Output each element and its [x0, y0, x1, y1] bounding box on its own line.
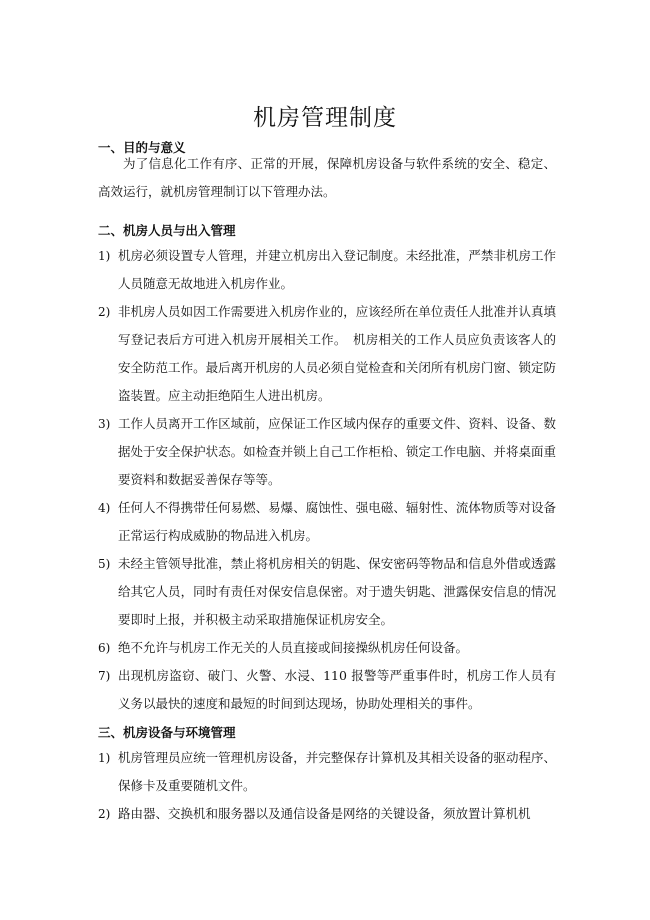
section-paragraph-purpose: 为了信息化工作有序、正常的开展，保障机房设备与软件系统的安全、稳定、高效运行，就机房管理制订以下管理办法。	[98, 156, 556, 199]
list-item-text: 任何人不得携带任何易燃、易爆、腐蚀性、强电磁、辐射性、流体物质等对设备正常运行构成威胁的物品进入机房。	[118, 500, 556, 543]
list-item-text: 未经主管领导批准，禁止将机房相关的钥匙、保安密码等物品和信息外借或透露给其它人员，同时有责任对保安信息保密。对于遗失钥匙、泄露保安信息的情况要即时上报，并积极主动采取措施保证机房安全。	[118, 556, 556, 627]
document-title: 机房管理制度	[253, 105, 397, 132]
list-item-text: 绝不允许与机房工作无关的人员直接或间接操纵机房任何设备。	[118, 640, 469, 655]
equipment-rules-list	[98, 744, 556, 828]
list-item	[98, 662, 556, 718]
list-item-number: 2)	[98, 305, 111, 319]
personnel-rules-list	[98, 242, 556, 718]
list-item-number: 6)	[98, 641, 111, 655]
section-heading-purpose: 一、目的与意义	[98, 140, 186, 155]
list-item	[98, 800, 556, 828]
list-item-text: 工作人员离开工作区域前，应保证工作区域内保存的重要文件、资料、设备、数据处于安全保护状态。如检查并锁上自己工作柜柗、锁定工作电脑、并将桌面重要资料和数据妥善保存等等。	[118, 416, 556, 487]
list-item-text: 路由器、交换机和服务器以及通信设备是网络的关键设备，须放置计算机机	[118, 806, 531, 821]
list-item-number: 1)	[98, 751, 111, 765]
list-item	[98, 744, 556, 800]
list-item-text: 机房管理员应统一管理机房设备，并完整保存计算机及其相关设备的驱动程序、保修卡及重要随机文件。	[118, 750, 556, 793]
list-item-text: 机房必须设置专人管理，并建立机房出入登记制度。未经批准，严禁非机房工作人员随意无故地进入机房作业。	[118, 248, 556, 291]
list-item	[98, 298, 556, 410]
list-item	[98, 410, 556, 494]
list-item	[98, 242, 556, 298]
list-item-number: 1)	[98, 249, 111, 263]
list-item	[98, 494, 556, 550]
section-heading-personnel: 二、机房人员与出入管理	[98, 223, 236, 238]
list-item-number: 4)	[98, 501, 111, 515]
list-item-number: 3)	[98, 417, 111, 431]
list-item-number: 2)	[98, 807, 111, 821]
list-item	[98, 550, 556, 634]
list-item-text: 非机房人员如因工作需要进入机房作业的，应该经所在单位责任人批准并认真填写登记表后方可进入机房开展相关工作。 机房相关的工作人员应负责该客人的安全防范工作。最后离开机房的人员必须自觉检查和关闭所有机房门窗、锁定防盗装置。应主动拒绝陌生人进出机房。	[118, 304, 556, 403]
section-heading-equipment: 三、机房设备与环境管理	[98, 725, 236, 740]
list-item-number: 5)	[98, 557, 111, 571]
list-item	[98, 634, 556, 662]
list-item-number: 7)	[98, 669, 111, 683]
list-item-text: 出现机房盗窃、破门、火警、水浸、110 报警等严重事件时，机房工作人员有义务以最快的速度和最短的时间到达现场，协助处理相关的事件。	[118, 668, 556, 711]
